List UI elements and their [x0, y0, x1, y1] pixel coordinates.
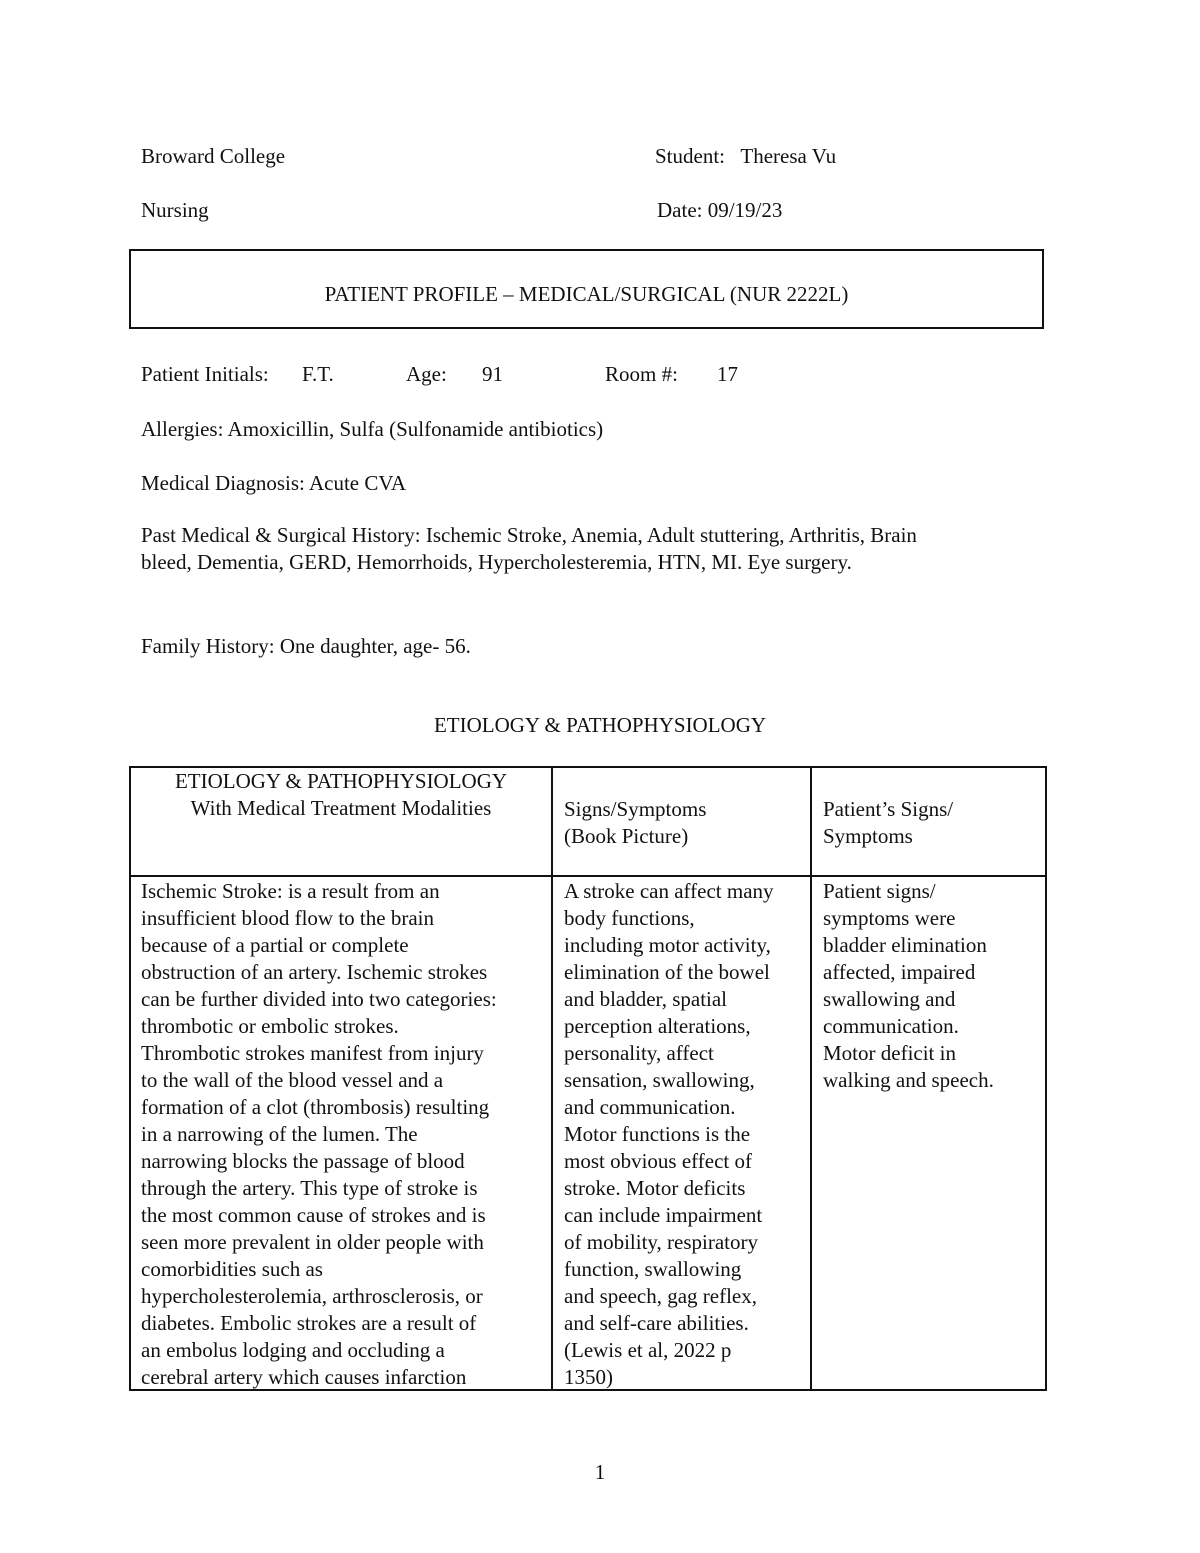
text-line: (Lewis et al, 2022 p — [564, 1338, 732, 1362]
table-divider — [810, 768, 812, 1389]
text-line: function, swallowing — [564, 1257, 742, 1281]
text-line: narrowing blocks the passage of blood — [141, 1149, 465, 1173]
etiology-text — [141, 878, 497, 1391]
page-number: 1 — [594, 1460, 606, 1484]
text-line: bladder elimination — [823, 933, 987, 957]
text-line: hypercholesterolemia, arthrosclerosis, or — [141, 1284, 483, 1308]
college-name: Broward College — [141, 144, 286, 168]
text-line: communication. — [823, 1014, 959, 1038]
text-line: A stroke can affect many — [564, 879, 774, 903]
text-line: because of a partial or complete — [141, 933, 409, 957]
text-line: symptoms were — [823, 906, 956, 930]
text-line: affected, impaired — [823, 960, 976, 984]
book-signs-text — [564, 878, 774, 1391]
table-header-etiology — [131, 768, 551, 822]
age-label: Age: — [406, 362, 447, 386]
table-header-patient-signs — [823, 796, 953, 850]
header-line: With Medical Treatment Modalities — [190, 796, 492, 820]
text-line: the most common cause of strokes and is — [141, 1203, 486, 1227]
section-heading: ETIOLOGY & PATHOPHYSIOLOGY — [433, 713, 767, 737]
text-line: and self-care abilities. — [564, 1311, 749, 1335]
text-line: of mobility, respiratory — [564, 1230, 759, 1254]
table-divider — [551, 768, 553, 1389]
text-line: through the artery. This type of stroke is — [141, 1176, 478, 1200]
text-line: body functions, — [564, 906, 695, 930]
student-name: Student: Theresa Vu — [655, 144, 837, 168]
header-line: Signs/Symptoms — [564, 797, 707, 821]
title-box — [129, 249, 1044, 329]
text-line: comorbidities such as — [141, 1257, 323, 1281]
text-line: an embolus lodging and occluding a — [141, 1338, 445, 1362]
text-line: can be further divided into two categories: — [141, 987, 497, 1011]
age-value: 91 — [482, 362, 503, 386]
text-line: Motor deficit in — [823, 1041, 956, 1065]
text-line: walking and speech. — [823, 1068, 994, 1092]
text-line: obstruction of an artery. Ischemic strokes — [141, 960, 488, 984]
text-line: most obvious effect of — [564, 1149, 752, 1173]
medical-history-line-2: bleed, Dementia, GERD, Hemorrhoids, Hypercholesteremia, HTN, MI. Eye surgery. — [141, 550, 852, 574]
header-line: Patient’s Signs/ — [823, 797, 954, 821]
text-line: including motor activity, — [564, 933, 771, 957]
text-line: Motor functions is the — [564, 1122, 751, 1146]
table-header-divider — [131, 875, 1045, 877]
department-name: Nursing — [141, 198, 209, 222]
text-line: perception alterations, — [564, 1014, 751, 1038]
text-line: formation of a clot (thrombosis) resulting — [141, 1095, 490, 1119]
report-date: Date: 09/19/23 — [657, 198, 783, 222]
medical-diagnosis: Medical Diagnosis: Acute CVA — [141, 471, 407, 495]
text-line: to the wall of the blood vessel and a — [141, 1068, 444, 1092]
text-line: insufficient blood flow to the brain — [141, 906, 434, 930]
text-line: sensation, swallowing, — [564, 1068, 755, 1092]
table-header-book-signs — [564, 796, 706, 850]
header-line: ETIOLOGY & PATHOPHYSIOLOGY — [174, 769, 508, 793]
text-line: Patient signs/ — [823, 879, 936, 903]
header-line: Symptoms — [823, 824, 913, 848]
text-line: 1350) — [564, 1365, 613, 1389]
text-line: stroke. Motor deficits — [564, 1176, 746, 1200]
text-line: and communication. — [564, 1095, 736, 1119]
patient-signs-text — [823, 878, 994, 1094]
header-line: (Book Picture) — [564, 824, 689, 848]
text-line: and speech, gag reflex, — [564, 1284, 757, 1308]
text-line: seen more prevalent in older people with — [141, 1230, 484, 1254]
page-title: PATIENT PROFILE – MEDICAL/SURGICAL (NUR 2222L) — [324, 282, 849, 306]
text-line: and bladder, spatial — [564, 987, 728, 1011]
etiology-table — [129, 766, 1047, 1391]
text-line: can include impairment — [564, 1203, 763, 1227]
text-line: elimination of the bowel — [564, 960, 770, 984]
text-line: Ischemic Stroke: is a result from an — [141, 879, 440, 903]
text-line: swallowing and — [823, 987, 956, 1011]
text-line: Thrombotic strokes manifest from injury — [141, 1041, 484, 1065]
text-line: diabetes. Embolic strokes are a result of — [141, 1311, 477, 1335]
patient-initials-label: Patient Initials: — [141, 362, 269, 386]
text-line: personality, affect — [564, 1041, 714, 1065]
text-line: in a narrowing of the lumen. The — [141, 1122, 418, 1146]
room-label: Room #: — [605, 362, 678, 386]
medical-history-line-1: Past Medical & Surgical History: Ischemic Stroke, Anemia, Adult stuttering, Arthritis, Brain — [141, 523, 917, 547]
allergies: Allergies: Amoxicillin, Sulfa (Sulfonamide antibiotics) — [141, 417, 604, 441]
text-line: cerebral artery which causes infarction — [141, 1365, 467, 1389]
patient-initials: F.T. — [302, 362, 334, 386]
family-history: Family History: One daughter, age- 56. — [141, 634, 471, 658]
text-line: thrombotic or embolic strokes. — [141, 1014, 399, 1038]
room-value: 17 — [717, 362, 738, 386]
